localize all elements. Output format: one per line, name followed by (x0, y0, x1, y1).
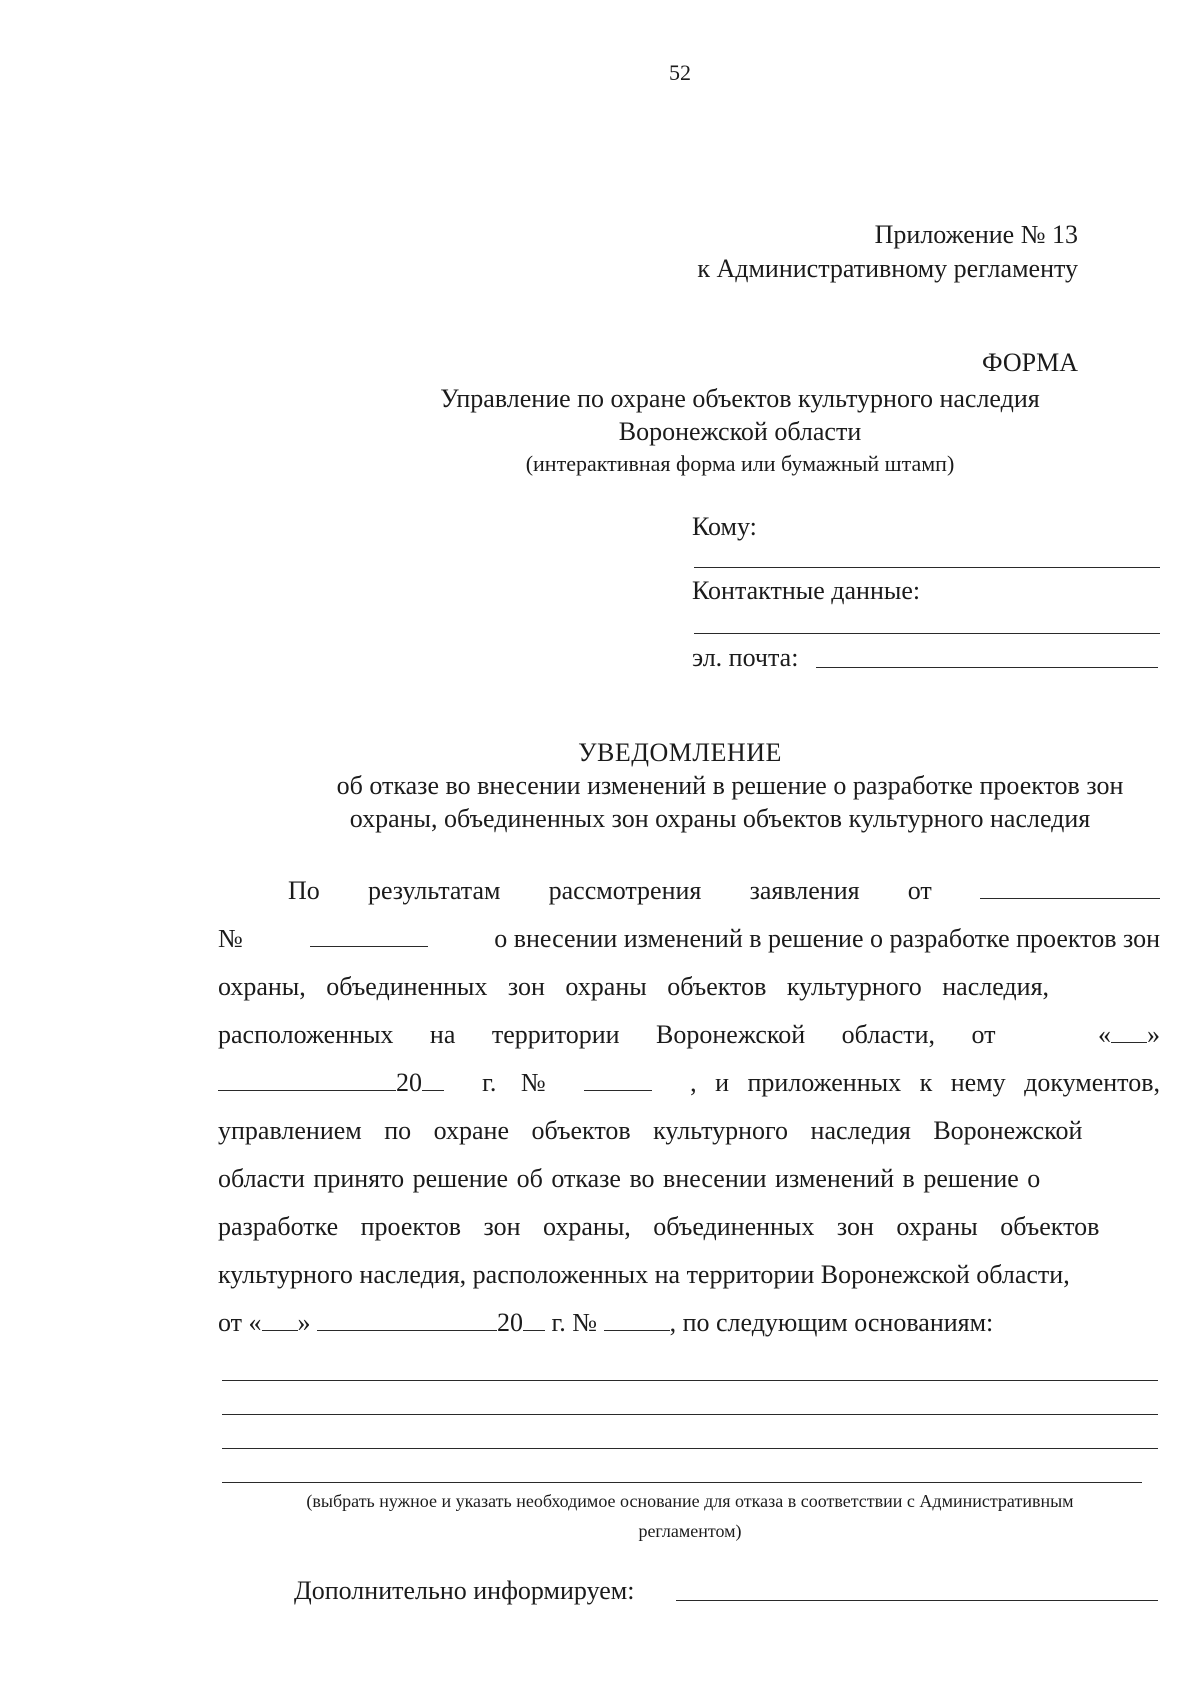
issuer-note: (интерактивная форма или бумажный штамп) (525, 451, 955, 476)
appendix-reference: к Административному регламенту (697, 254, 1078, 283)
body-line-3 (218, 972, 1160, 1002)
additional-info-field[interactable] (676, 1600, 1158, 1601)
body-text: культурного наследия, расположенных на территории Воронежской области, (218, 1260, 1070, 1289)
body-line-7 (218, 1164, 1160, 1194)
year-prefix: 20 (497, 1308, 524, 1337)
refusal-number-field[interactable] (604, 1308, 670, 1331)
page-number: 52 (669, 60, 691, 85)
body-word: результатам (367, 876, 501, 905)
body-text: от (218, 1308, 243, 1337)
body-text: области принято решение об отказе во внесении изменений в решение о (218, 1164, 1041, 1193)
body-line-8 (218, 1212, 1160, 1242)
issuer-region: Воронежской области (618, 417, 862, 446)
appendix-number: Приложение № 13 (874, 220, 1078, 249)
appendix-block (697, 218, 1078, 286)
grounds-line-2[interactable] (222, 1414, 1158, 1415)
grounds-line-3[interactable] (222, 1448, 1158, 1449)
quote-close: » (1147, 1020, 1160, 1049)
body-word: заявления (749, 876, 860, 905)
recipient-label: Кому: (692, 512, 757, 541)
body-line-2 (218, 924, 1160, 954)
application-number-field[interactable] (310, 924, 428, 947)
notice-subtitle-line2: охраны, объединенных зон охраны объектов культурного наследия (349, 804, 1091, 833)
decision-number-field[interactable] (584, 1068, 652, 1091)
body-text: г. № (551, 1308, 598, 1337)
year-prefix: 20 (396, 1068, 422, 1097)
additional-info-label: Дополнительно информируем: (294, 1576, 635, 1605)
body-line-4 (218, 1020, 1160, 1050)
body-text: , по следующим основаниям: (669, 1308, 994, 1337)
body-word: По (288, 876, 320, 905)
issuer-name: Управление по охране объектов культурного наследия (440, 384, 1040, 413)
decision-year-field[interactable] (422, 1068, 444, 1091)
body-word: от (907, 876, 932, 905)
grounds-instruction-line2: регламентом) (638, 1521, 742, 1541)
notice-heading: УВЕДОМЛЕНИЕ (578, 738, 782, 767)
body-text: , и приложенных к нему документов, (690, 1068, 1160, 1097)
body-line-6 (218, 1116, 1160, 1146)
body-line-10 (218, 1308, 993, 1338)
body-line-5 (218, 1068, 1160, 1098)
date-quote (1098, 1020, 1160, 1050)
body-text: о внесении изменений в решение о разработке проектов зон (494, 924, 1160, 953)
notice-subtitle-line1: об отказе во внесении изменений в решение о разработке проектов зон (336, 771, 1124, 800)
decision-date (218, 1068, 444, 1098)
refusal-month-field[interactable] (317, 1308, 497, 1331)
body-text: расположенных на территории Воронежской области, от (218, 1020, 996, 1049)
email-label: эл. почта: (692, 643, 799, 672)
form-label: ФОРМА (982, 348, 1078, 377)
body-text: разработке проектов зон охраны, объединенных зон охраны объектов (218, 1212, 1100, 1241)
body-text: охраны, объединенных зон охраны объектов культурного наследия, (218, 972, 1050, 1001)
grounds-instruction-line1: (выбрать нужное и указать необходимое основание для отказа в соответствии с Административным (306, 1491, 1074, 1511)
decision-day-field[interactable] (1111, 1020, 1147, 1043)
quote-open: « (248, 1308, 262, 1337)
application-date-field[interactable] (980, 876, 1160, 899)
body-word: рассмотрения (548, 876, 702, 905)
number-sign: № (218, 924, 243, 953)
body-line-1 (288, 876, 1160, 906)
refusal-year-field[interactable] (523, 1308, 545, 1331)
contacts-field[interactable] (694, 633, 1160, 634)
quote-open: « (1098, 1020, 1111, 1049)
grounds-line-4[interactable] (222, 1482, 1142, 1483)
recipient-field[interactable] (694, 567, 1160, 568)
body-line-9 (218, 1260, 1160, 1290)
body-text: г. № (482, 1068, 546, 1097)
quote-close: » (297, 1308, 311, 1337)
body-text: управлением по охране объектов культурного наследия Воронежской (218, 1116, 1083, 1145)
grounds-instruction (250, 1486, 1130, 1546)
grounds-line-1[interactable] (222, 1380, 1158, 1381)
decision-month-field[interactable] (218, 1068, 396, 1091)
email-field[interactable] (816, 667, 1158, 668)
contacts-label: Контактные данные: (692, 576, 921, 605)
refusal-day-field[interactable] (262, 1308, 298, 1331)
